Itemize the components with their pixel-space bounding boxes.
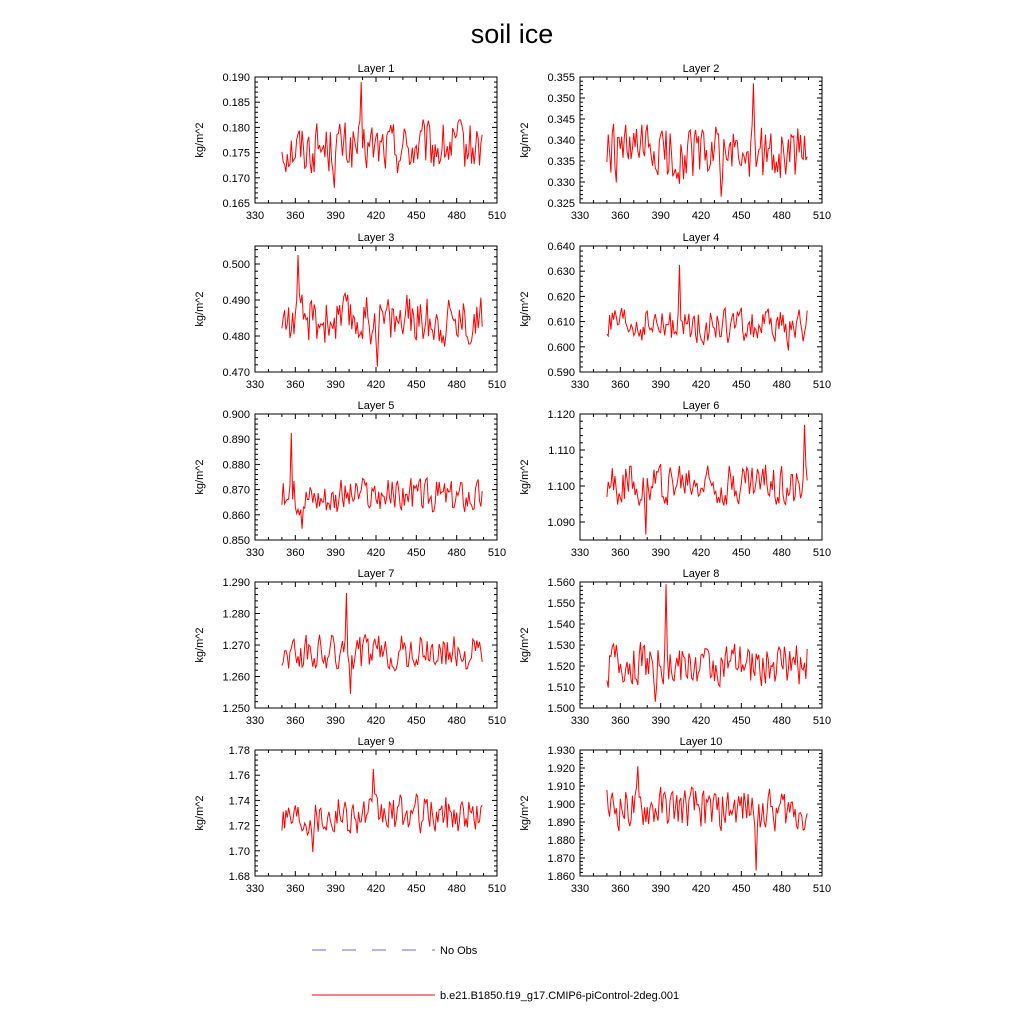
x-tick-label: 360 (611, 715, 630, 727)
y-tick-label: 1.78 (228, 745, 250, 757)
y-tick-label: 0.490 (222, 295, 250, 307)
series-line (607, 265, 807, 351)
y-axis-label: kg/m^2 (194, 795, 206, 831)
y-tick-label: 1.70 (228, 845, 250, 858)
y-tick-label: 0.325 (547, 198, 575, 210)
y-tick-label: 0.880 (222, 459, 250, 472)
x-tick-label: 390 (651, 210, 670, 222)
x-tick-label: 390 (326, 715, 345, 727)
y-tick-label: 1.520 (547, 661, 575, 673)
y-axis-label: kg/m^2 (519, 795, 531, 831)
panel-title: Layer 9 (357, 736, 395, 748)
x-tick-label: 420 (691, 547, 711, 559)
x-tick-label: 450 (407, 210, 426, 222)
y-axis-label: kg/m^2 (519, 459, 531, 495)
y-tick-label: 1.930 (547, 745, 575, 757)
x-tick-label: 420 (366, 715, 386, 727)
y-tick-label: 1.260 (222, 671, 250, 684)
y-tick-label: 1.110 (548, 445, 575, 457)
x-tick-label: 330 (570, 883, 590, 895)
plot-frame (580, 414, 822, 540)
y-axis-label: kg/m^2 (519, 122, 531, 158)
y-tick-label: 0.480 (222, 331, 250, 343)
x-tick-label: 510 (487, 715, 507, 727)
plot-frame (580, 246, 822, 372)
x-tick-label: 480 (772, 715, 791, 727)
x-tick-label: 360 (611, 547, 630, 559)
y-tick-label: 0.185 (222, 97, 250, 110)
x-tick-label: 390 (651, 883, 670, 895)
x-tick-label: 420 (366, 883, 386, 895)
y-tick-label: 1.290 (222, 577, 250, 589)
panel-title: Layer 1 (357, 63, 395, 75)
x-tick-label: 390 (326, 379, 345, 391)
y-tick-label: 0.175 (222, 147, 250, 160)
series-line (607, 766, 807, 870)
y-tick-label: 1.100 (547, 481, 575, 493)
x-tick-label: 510 (812, 547, 832, 559)
x-tick-label: 510 (487, 547, 507, 559)
y-tick-label: 0.590 (547, 367, 575, 379)
y-tick-label: 0.900 (222, 409, 250, 421)
x-tick-label: 510 (812, 379, 832, 391)
y-tick-label: 1.880 (547, 835, 575, 847)
x-tick-label: 480 (447, 715, 466, 727)
figure-title: soil ice (470, 19, 554, 49)
y-tick-label: 1.280 (222, 608, 250, 621)
y-tick-label: 0.345 (547, 114, 575, 126)
y-tick-label: 1.910 (547, 781, 575, 793)
y-tick-label: 0.850 (222, 535, 250, 547)
y-axis-label: kg/m^2 (194, 122, 206, 158)
panel-title: Layer 4 (682, 232, 720, 244)
panel-layer-4 (519, 232, 831, 391)
y-tick-label: 0.640 (547, 241, 575, 253)
x-tick-label: 390 (326, 210, 345, 222)
x-tick-label: 330 (570, 715, 590, 727)
y-axis-label: kg/m^2 (194, 291, 206, 327)
x-tick-label: 510 (487, 883, 507, 895)
y-tick-label: 1.120 (547, 409, 575, 421)
y-tick-label: 1.250 (222, 703, 250, 715)
x-tick-label: 330 (570, 210, 590, 222)
plot-frame (255, 246, 497, 372)
y-tick-label: 1.76 (228, 770, 250, 783)
x-tick-label: 510 (812, 883, 832, 895)
legend (312, 945, 679, 1002)
y-tick-label: 1.530 (547, 640, 575, 652)
y-tick-label: 0.340 (547, 135, 575, 147)
x-tick-label: 450 (407, 883, 426, 895)
x-tick-label: 330 (245, 210, 265, 222)
x-tick-label: 330 (570, 547, 590, 559)
y-tick-label: 1.270 (222, 640, 250, 652)
y-axis-label: kg/m^2 (194, 459, 206, 495)
y-tick-label: 0.890 (222, 434, 250, 447)
x-tick-label: 390 (651, 715, 670, 727)
x-tick-label: 450 (407, 715, 426, 727)
x-tick-label: 420 (691, 715, 711, 727)
x-tick-label: 450 (407, 379, 426, 391)
y-tick-label: 0.180 (222, 122, 250, 135)
x-tick-label: 510 (812, 210, 832, 222)
panel-title: Layer 3 (357, 232, 395, 244)
panel-layer-1 (194, 63, 506, 222)
x-tick-label: 420 (691, 883, 711, 895)
y-tick-label: 0.330 (547, 177, 575, 189)
y-tick-label: 1.72 (228, 820, 250, 833)
x-tick-label: 480 (447, 210, 466, 222)
panel-title: Layer 6 (682, 400, 720, 412)
panel-title: Layer 5 (357, 400, 395, 412)
y-tick-label: 1.860 (547, 871, 575, 883)
panel-layer-9 (194, 736, 506, 895)
x-tick-label: 450 (732, 210, 751, 222)
y-tick-label: 1.500 (547, 703, 575, 715)
y-tick-label: 0.630 (547, 266, 575, 279)
y-tick-label: 0.190 (222, 72, 250, 84)
y-tick-label: 0.600 (547, 341, 575, 354)
y-tick-label: 1.510 (547, 682, 575, 694)
y-tick-label: 1.870 (547, 853, 575, 865)
plot-frame (255, 750, 497, 876)
panel-layer-3 (194, 232, 506, 391)
x-tick-label: 360 (611, 883, 630, 895)
y-tick-label: 1.090 (547, 517, 575, 529)
y-tick-label: 0.860 (222, 509, 250, 522)
x-tick-label: 510 (487, 210, 507, 222)
x-tick-label: 360 (286, 883, 305, 895)
y-tick-label: 0.610 (547, 316, 575, 329)
legend-label-model: b.e21.B1850.f19_g17.CMIP6-piControl-2deg.001 (440, 990, 680, 1002)
x-tick-label: 390 (326, 547, 345, 559)
series-line (607, 584, 807, 702)
x-tick-label: 480 (772, 210, 791, 222)
x-tick-label: 330 (570, 379, 590, 391)
legend-item-model (312, 990, 679, 1002)
panel-title: Layer 10 (679, 736, 723, 748)
x-tick-label: 480 (772, 883, 791, 895)
series-line (607, 425, 807, 535)
y-tick-label: 0.870 (222, 484, 250, 497)
x-tick-label: 360 (286, 210, 305, 222)
x-tick-label: 450 (732, 547, 751, 559)
y-tick-label: 0.170 (222, 172, 250, 185)
y-tick-label: 1.540 (547, 619, 575, 631)
series-line (607, 83, 807, 196)
x-tick-label: 480 (772, 547, 791, 559)
x-tick-label: 510 (812, 715, 832, 727)
y-tick-label: 0.500 (222, 259, 250, 271)
x-tick-label: 420 (366, 210, 386, 222)
x-tick-label: 420 (366, 547, 386, 559)
y-tick-label: 0.620 (547, 291, 575, 304)
y-tick-label: 0.350 (547, 93, 575, 105)
y-tick-label: 0.355 (547, 72, 575, 84)
x-tick-label: 360 (286, 715, 305, 727)
x-tick-label: 450 (732, 883, 751, 895)
panel-layer-10 (519, 736, 831, 895)
x-tick-label: 480 (447, 883, 466, 895)
series-line (282, 593, 482, 694)
panel-title: Layer 7 (357, 568, 395, 580)
y-axis-label: kg/m^2 (519, 291, 531, 327)
y-tick-label: 1.900 (547, 799, 575, 811)
y-tick-label: 0.470 (222, 367, 250, 379)
y-tick-label: 1.74 (228, 795, 250, 808)
x-tick-label: 330 (245, 883, 265, 895)
y-tick-label: 1.920 (547, 763, 575, 775)
x-tick-label: 480 (447, 547, 466, 559)
x-tick-label: 360 (286, 547, 305, 559)
x-tick-label: 360 (286, 379, 305, 391)
y-axis-label: kg/m^2 (519, 627, 531, 663)
series-line (282, 769, 482, 852)
panel-layer-7 (194, 568, 506, 727)
panel-layer-6 (519, 400, 831, 559)
x-tick-label: 510 (487, 379, 507, 391)
y-tick-label: 1.890 (547, 817, 575, 829)
x-tick-label: 450 (407, 547, 426, 559)
x-tick-label: 450 (732, 715, 751, 727)
x-tick-label: 390 (651, 547, 670, 559)
legend-label-no-obs: No Obs (440, 945, 478, 957)
panel-layer-5 (194, 400, 506, 559)
x-tick-label: 480 (772, 379, 791, 391)
panel-layer-2 (519, 63, 831, 222)
y-tick-label: 1.550 (547, 598, 575, 610)
panel-grid (194, 63, 831, 895)
x-tick-label: 420 (691, 210, 711, 222)
panel-layer-8 (519, 568, 831, 727)
x-tick-label: 330 (245, 379, 265, 391)
series-line (282, 82, 482, 188)
x-tick-label: 330 (245, 715, 265, 727)
x-tick-label: 330 (245, 547, 265, 559)
panel-title: Layer 2 (682, 63, 720, 75)
y-tick-label: 0.335 (547, 156, 575, 168)
x-tick-label: 420 (691, 379, 711, 391)
series-line (282, 433, 482, 529)
x-tick-label: 390 (651, 379, 670, 391)
plot-frame (255, 77, 497, 203)
y-axis-label: kg/m^2 (194, 627, 206, 663)
x-tick-label: 390 (326, 883, 345, 895)
x-tick-label: 360 (611, 379, 630, 391)
x-tick-label: 360 (611, 210, 630, 222)
y-tick-label: 1.560 (547, 577, 575, 589)
legend-item-no-obs (312, 945, 478, 957)
panel-title: Layer 8 (682, 568, 720, 580)
series-line (282, 255, 482, 367)
x-tick-label: 420 (366, 379, 386, 391)
y-tick-label: 1.68 (228, 871, 250, 883)
y-tick-label: 0.165 (222, 198, 250, 210)
x-tick-label: 480 (447, 379, 466, 391)
x-tick-label: 450 (732, 379, 751, 391)
